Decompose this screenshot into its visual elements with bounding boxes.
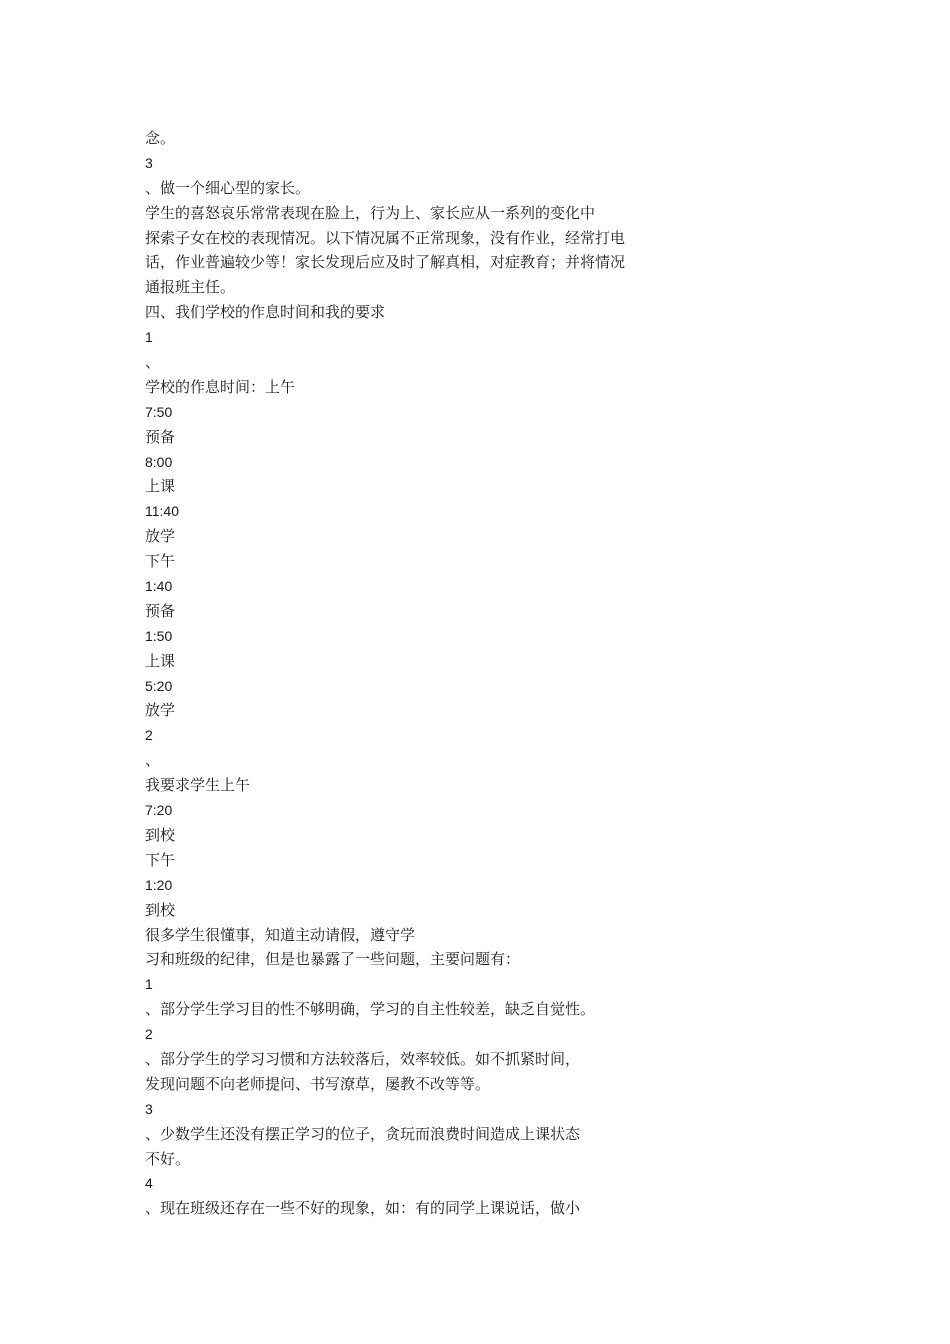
document-text-line: 习和班级的纪律，但是也暴露了一些问题，主要问题有： — [145, 950, 521, 969]
document-text-line: 上课 — [145, 477, 176, 496]
document-body — [145, 126, 705, 1221]
document-text-line: 、 — [145, 353, 161, 372]
document-text-line: 到校 — [145, 825, 176, 844]
document-number-line: 3 — [145, 154, 153, 171]
document-text-line: 话，作业普遍较少等！家长发现后应及时了解真相，对症教育；并将情况 — [145, 253, 626, 272]
document-text-line: 、少数学生还没有摆正学习的位子，贪玩而浪费时间造成上课状态 — [145, 1124, 581, 1143]
document-text-line: 学生的喜怒哀乐常常表现在脸上，行为上、家长应从一系列的变化中 — [145, 203, 596, 222]
document-text-line: 上课 — [145, 651, 176, 670]
document-text-line: 、 — [145, 751, 161, 770]
document-text-line: 学校的作息时间：上午 — [145, 377, 296, 396]
document-text-line: 预备 — [145, 601, 176, 620]
document-text-line: 不好。 — [145, 1149, 191, 1168]
document-number-line: 5:20 — [145, 677, 173, 694]
document-number-line: 7:50 — [145, 403, 173, 420]
document-number-line: 4 — [145, 1175, 153, 1192]
document-text-line: 放学 — [145, 527, 176, 546]
document-number-line: 11:40 — [145, 503, 179, 520]
document-text-line: 下午 — [145, 552, 176, 571]
document-text-line: 四、我们学校的作息时间和我的要求 — [145, 303, 386, 322]
document-text-line: 、部分学生学习目的性不够明确，学习的自主性较差，缺乏自觉性。 — [145, 1000, 596, 1019]
document-number-line: 8:00 — [145, 453, 173, 470]
document-text-line: 发现问题不向老师提问、书写潦草，屡教不改等等。 — [145, 1074, 491, 1093]
document-text-line: 很多学生很懂事，知道主动请假，遵守学 — [145, 925, 416, 944]
document-number-line: 1:40 — [145, 578, 173, 595]
document-text-line: 通报班主任。 — [145, 278, 236, 297]
document-number-line: 1 — [145, 329, 153, 346]
document-number-line: 1:20 — [145, 876, 173, 893]
document-text-line: 探索子女在校的表现情况。以下情况属不正常现象，没有作业，经常打电 — [145, 228, 626, 247]
document-text-line: 放学 — [145, 701, 176, 720]
document-number-line: 1:50 — [145, 627, 173, 644]
document-text-line: 、部分学生的学习习惯和方法较落后，效率较低。如不抓紧时间， — [145, 1049, 581, 1068]
document-number-line: 7:20 — [145, 802, 173, 819]
document-text-line: 到校 — [145, 900, 176, 919]
document-text-line: 、做一个细心型的家长。 — [145, 178, 311, 197]
document-number-line: 2 — [145, 727, 153, 744]
document-text-line: 、现在班级还存在一些不好的现象，如：有的同学上课说话，做小 — [145, 1199, 581, 1218]
document-number-line: 3 — [145, 1100, 153, 1117]
document-number-line: 1 — [145, 976, 153, 993]
document-text-line: 念。 — [145, 129, 176, 147]
document-text-line: 我要求学生上午 — [145, 776, 251, 795]
document-number-line: 2 — [145, 1026, 153, 1043]
document-text-line: 预备 — [145, 427, 176, 446]
document-text-line: 下午 — [145, 850, 176, 869]
